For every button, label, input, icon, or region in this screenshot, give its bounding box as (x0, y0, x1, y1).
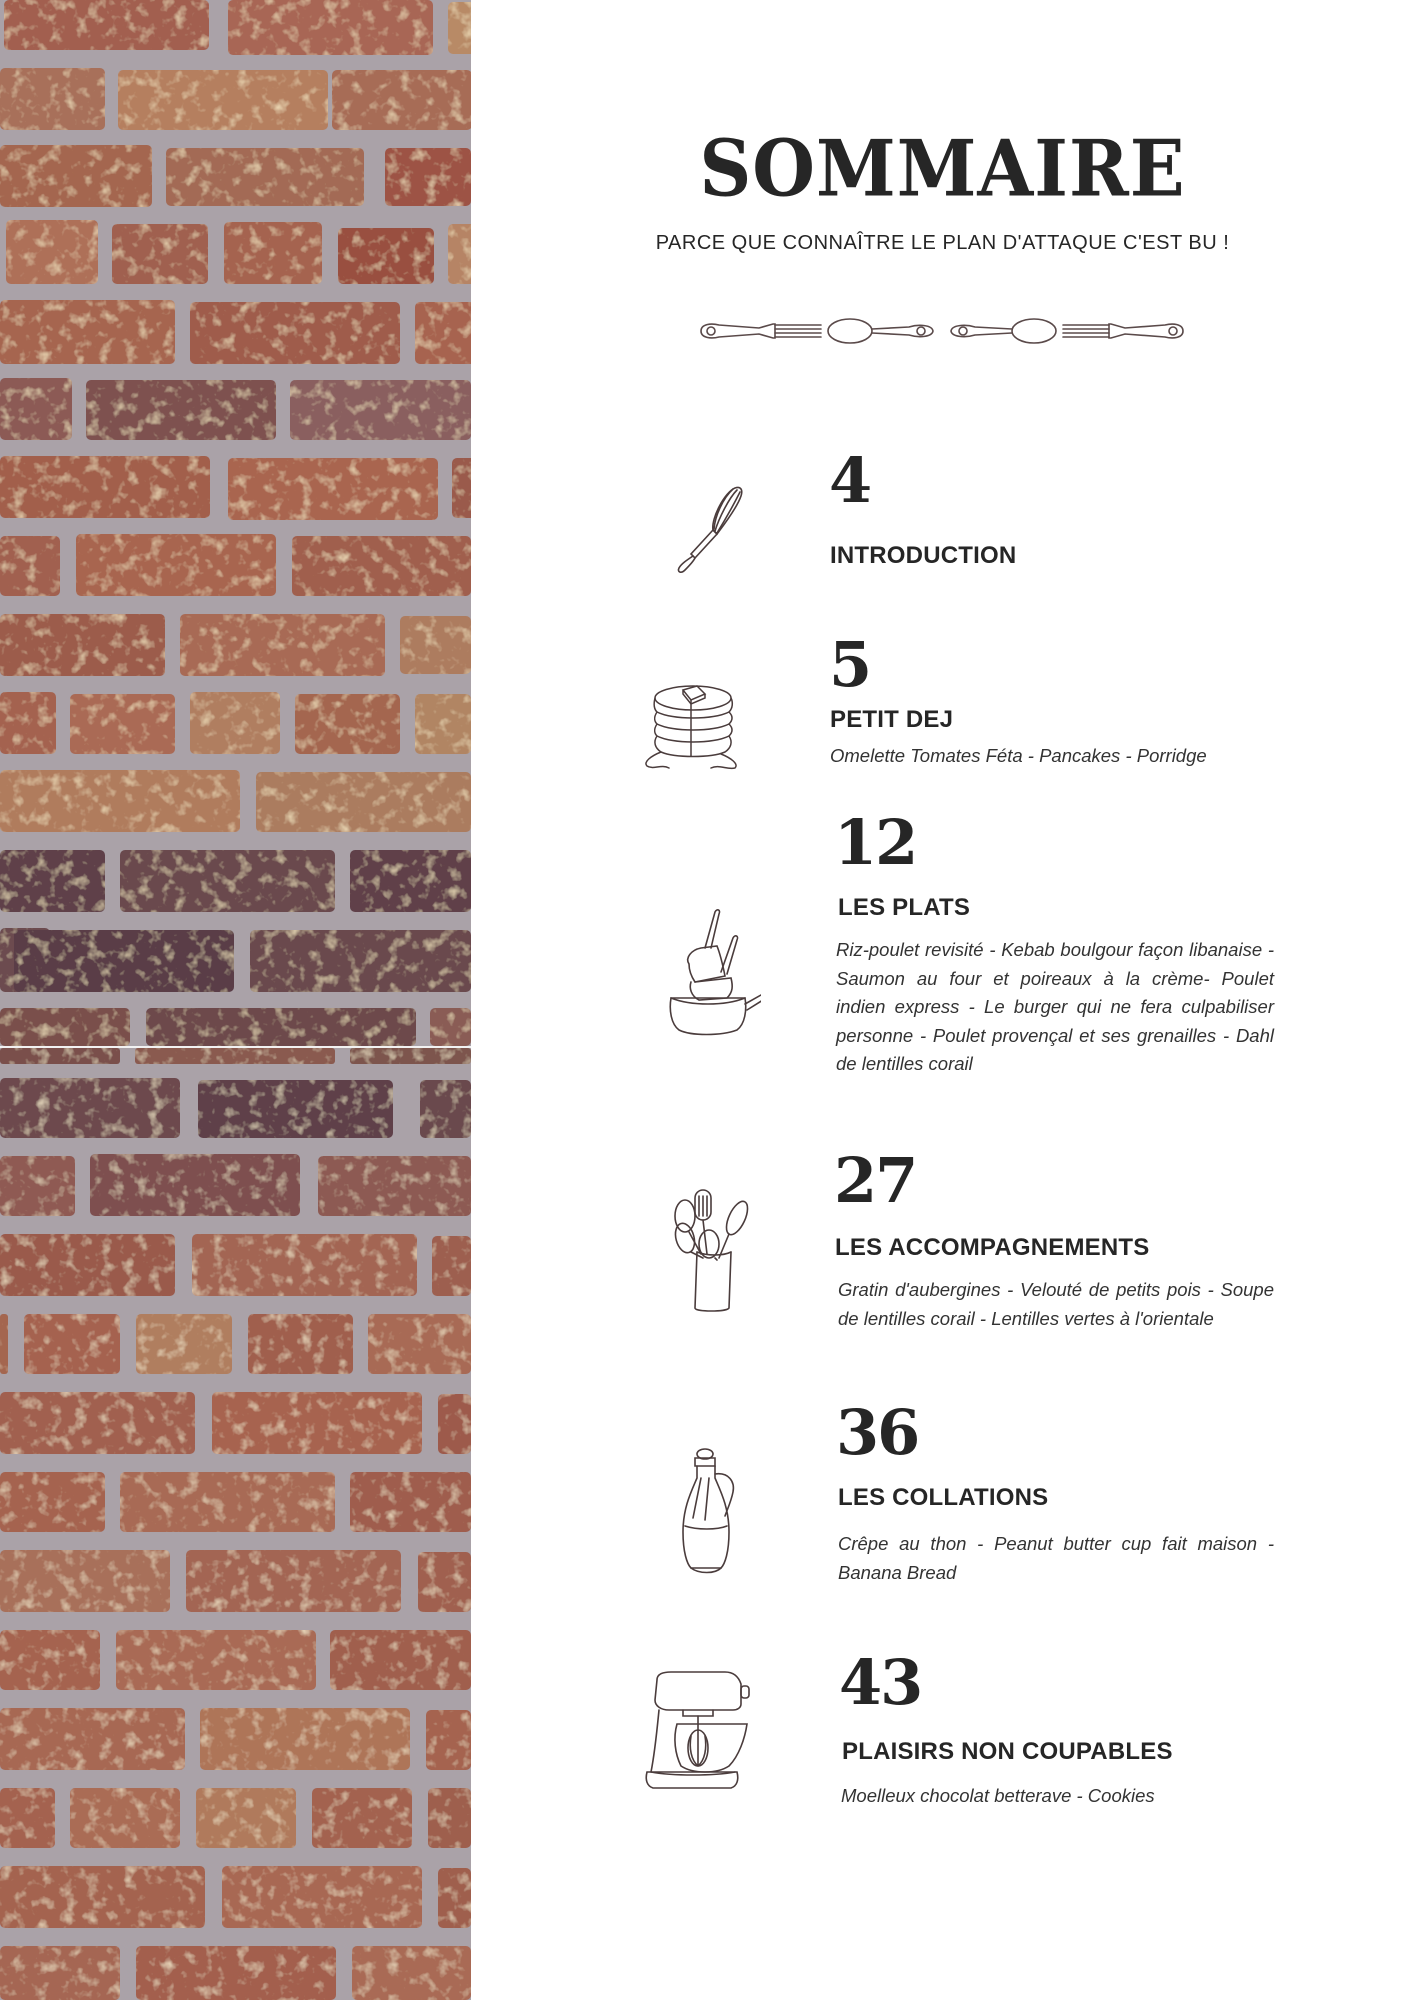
fork-icon (701, 324, 821, 338)
section-recipes: Crêpe au thon - Peanut butter cup fait maison - Banana Bread (838, 1533, 1274, 1583)
section-recipes: Riz-poulet revisité - Kebab boulgour façon libanaise - Saumon au four et poireaux à la crème- Poulet indien express - Le burger qui ne fera culpabiliser personne - Poulet provençal et ses grenailles - Dahl de lentilles corail (836, 939, 1274, 1074)
page-number: 5 (829, 628, 871, 701)
page-number: 27 (834, 1144, 917, 1217)
page-number: 12 (834, 806, 917, 879)
page-number: 36 (836, 1396, 919, 1469)
spoon-icon (951, 319, 1056, 343)
table-of-contents (471, 0, 1414, 2000)
toc-entry-petit-dej[interactable] (471, 628, 1414, 778)
oil-bottle-icon (677, 1448, 747, 1576)
toc-entry-introduction[interactable] (471, 440, 1414, 580)
section-recipes: Gratin d'aubergines - Velouté de petits pois - Soupe de lentilles corail - Lentilles vertes à l'orientale (838, 1279, 1274, 1329)
section-title: PLAISIRS NON COUPABLES (842, 1738, 1173, 1765)
page-number: 4 (829, 444, 871, 517)
toc-entry-les-collations[interactable] (471, 1390, 1414, 1610)
brick-wall-image (0, 0, 471, 2000)
section-title: LES COLLATIONS (838, 1484, 1049, 1511)
page-title: SOMMAIRE (699, 122, 1186, 214)
section-title: LES ACCOMPAGNEMENTS (835, 1234, 1150, 1261)
brick-wall-bottom (0, 1048, 471, 2000)
utensil-jar-icon (671, 1188, 755, 1314)
section-title: INTRODUCTION (830, 542, 1017, 569)
page-subtitle: PARCE QUE CONNAÎTRE LE PLAN D'ATTAQUE C'EST BU ! (655, 232, 1230, 254)
section-title: PETIT DEJ (830, 706, 954, 733)
toc-entry-plaisirs-non-coupables[interactable] (471, 1640, 1414, 1820)
cutlery-divider (697, 312, 1187, 350)
toc-entry-les-plats[interactable] (471, 800, 1414, 1090)
pancakes-icon (641, 676, 741, 776)
page-number: 43 (839, 1646, 922, 1719)
spoon-icon (828, 319, 933, 343)
stand-mixer-icon (643, 1670, 751, 1796)
brick-wall-top (0, 0, 471, 1046)
section-recipes: Moelleux chocolat betterave - Cookies (841, 1785, 1155, 1806)
fork-icon (1063, 324, 1183, 338)
whisk-icon (673, 484, 745, 574)
section-recipes: Omelette Tomates Féta - Pancakes - Porridge (830, 745, 1207, 766)
saucepans-icon (661, 906, 761, 1036)
section-title: LES PLATS (838, 894, 971, 921)
toc-entry-les-accompagnements[interactable] (471, 1140, 1414, 1370)
